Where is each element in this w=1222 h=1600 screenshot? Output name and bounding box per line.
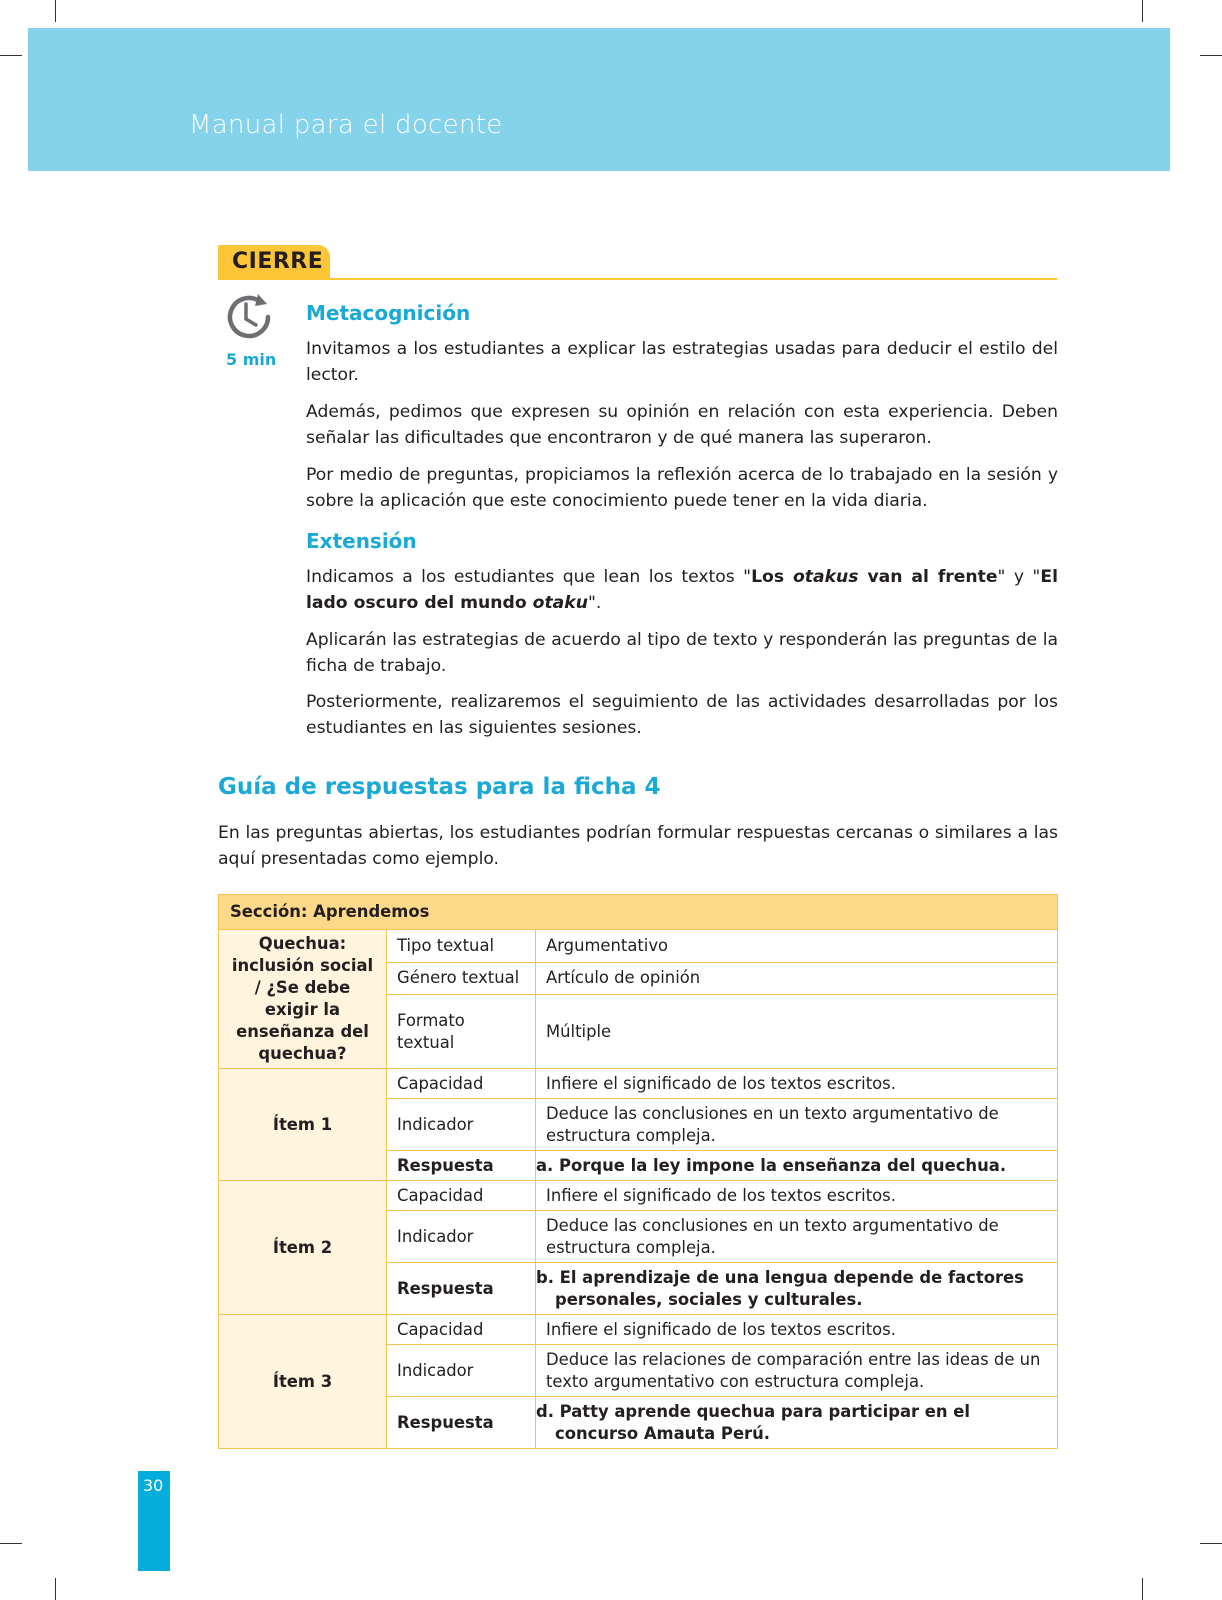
- guide-intro: En las preguntas abiertas, los estudiantes podrían formular respuestas cercanas o similares a las aquí presentadas como ejemplo.: [218, 823, 1058, 869]
- guide-title: Guía de respuestas para la ficha 4: [218, 774, 661, 800]
- row-label: Indicador: [387, 1099, 536, 1151]
- row-label: Indicador: [387, 1345, 536, 1397]
- section-header: Sección: Aprendemos: [219, 895, 1058, 930]
- metacognicion-paragraph-2: Además, pedimos que expresen su opinión en relación con esta experiencia. Deben señalar las dificultades que encontraron y de qué manera las superaron.: [306, 402, 1058, 448]
- table-row: [219, 1069, 1058, 1099]
- row-label: Capacidad: [387, 1181, 536, 1211]
- cierre-label: CIERRE: [232, 249, 324, 274]
- answer-value: a. Porque la ley impone la enseñanza del quechua.: [536, 1151, 1058, 1181]
- item-label: Ítem 2: [219, 1181, 387, 1315]
- row-label: Tipo textual: [387, 930, 536, 963]
- table-row: [219, 1181, 1058, 1211]
- header-band: [28, 28, 1170, 171]
- row-value: Argumentativo: [536, 930, 1058, 963]
- header-title: Manual para el docente: [189, 110, 503, 140]
- title-run-italic: otakus: [793, 567, 859, 587]
- time-label: 5 min: [226, 350, 277, 369]
- row-label: Género textual: [387, 962, 536, 995]
- crop-mark: [55, 0, 56, 22]
- crop-mark: [1142, 0, 1143, 22]
- row-label: Indicador: [387, 1211, 536, 1263]
- crop-mark: [1142, 1578, 1143, 1600]
- table-row: [219, 930, 1058, 963]
- row-value: Deduce las conclusiones en un texto argumentativo de estructura compleja.: [536, 1211, 1058, 1263]
- crop-mark: [1200, 55, 1222, 56]
- title-run: El lado oscuro del mundo: [306, 567, 1058, 613]
- page-number: 30: [143, 1476, 164, 1495]
- cierre-rule: [218, 278, 1057, 280]
- extension-paragraph-2: Aplicarán las estrategias de acuerdo al tipo de texto y responderán las preguntas de la ficha de trabajo.: [306, 630, 1058, 676]
- row-value: Deduce las conclusiones en un texto argumentativo de estructura compleja.: [536, 1099, 1058, 1151]
- row-value: Infiere el significado de los textos escritos.: [536, 1315, 1058, 1345]
- row-label: Capacidad: [387, 1315, 536, 1345]
- answer-table: [218, 894, 1058, 1449]
- row-label: Respuesta: [387, 1397, 536, 1449]
- answer-value: b. El aprendizaje de una lengua depende de factores personales, sociales y culturales.: [536, 1263, 1058, 1315]
- row-label: Capacidad: [387, 1069, 536, 1099]
- title-run: van al frente: [858, 567, 998, 587]
- crop-mark: [0, 1543, 22, 1544]
- clock-icon: [224, 292, 274, 342]
- item-label: Ítem 1: [219, 1069, 387, 1181]
- extension-paragraph-3: Posteriormente, realizaremos el seguimiento de las actividades desarrolladas por los estudiantes en las siguientes sesiones.: [306, 692, 1058, 738]
- crop-mark: [55, 1578, 56, 1600]
- answer-value: d. Patty aprende quechua para participar en el concurso Amauta Perú.: [536, 1397, 1058, 1449]
- row-value: Infiere el significado de los textos escritos.: [536, 1181, 1058, 1211]
- text-run: " y ": [997, 567, 1041, 587]
- row-value: Deduce las relaciones de comparación entre las ideas de un texto argumentativo con estructura compleja.: [536, 1345, 1058, 1397]
- metacognicion-paragraph-1: Invitamos a los estudiantes a explicar las estrategias usadas para deducir el estilo del lector.: [306, 339, 1058, 385]
- table-row: [219, 895, 1058, 930]
- title-run-italic: otaku: [532, 592, 588, 613]
- text-group-label: Quechua: inclusión social / ¿Se debe exigir la enseñanza del quechua?: [219, 930, 387, 1069]
- crop-mark: [0, 55, 22, 56]
- table-row: [219, 1315, 1058, 1345]
- row-value: Infiere el significado de los textos escritos.: [536, 1069, 1058, 1099]
- row-label: Respuesta: [387, 1151, 536, 1181]
- row-label: Formato textual: [387, 995, 536, 1069]
- extension-paragraph-1: [306, 565, 1058, 616]
- row-label: Respuesta: [387, 1263, 536, 1315]
- extension-heading: Extensión: [306, 529, 417, 553]
- text-run: Indicamos a los estudiantes que lean los textos ": [306, 567, 752, 587]
- row-value: Artículo de opinión: [536, 962, 1058, 995]
- text-run: ".: [587, 592, 602, 613]
- metacognicion-heading: Metacognición: [306, 301, 471, 325]
- metacognicion-paragraph-3: Por medio de preguntas, propiciamos la reflexión acerca de lo trabajado en la sesión y sobre la aplicación que este conocimiento puede tener en la vida diaria.: [306, 465, 1058, 511]
- title-run: Los: [751, 567, 793, 587]
- crop-mark: [1200, 1543, 1222, 1544]
- row-value: Múltiple: [536, 995, 1058, 1069]
- item-label: Ítem 3: [219, 1315, 387, 1449]
